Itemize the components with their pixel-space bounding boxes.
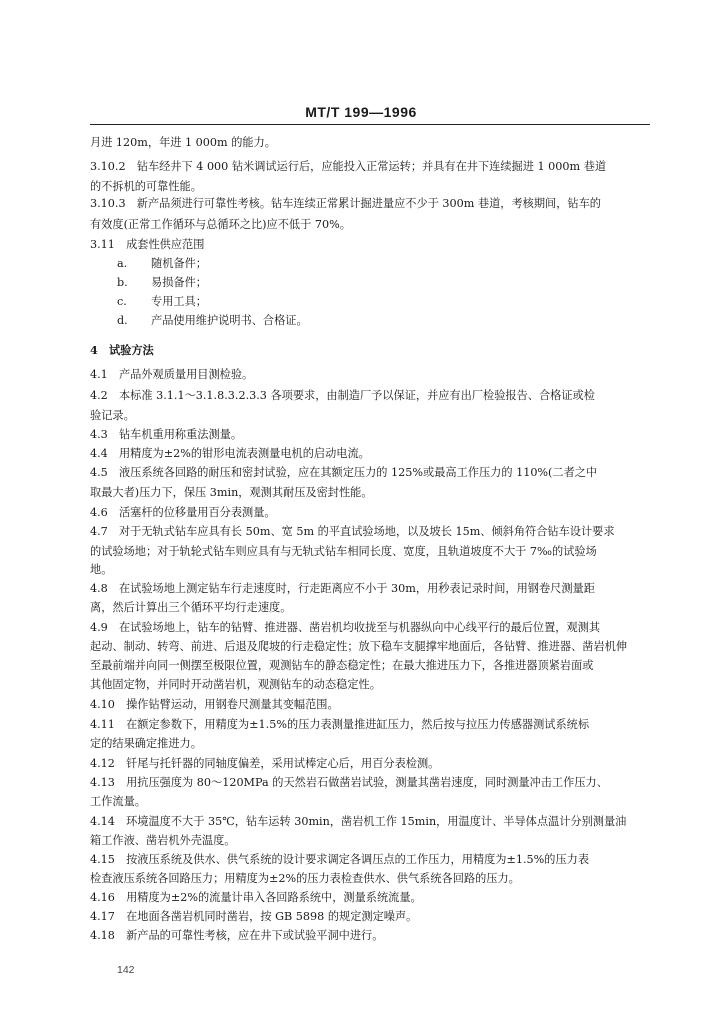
text-line: 取最大者)压力下，保压 3min，观测其耐压及密封性能。: [90, 486, 373, 499]
text-line: 检查液压系统各回路压力；用精度为±2%的压力表检查供水、供气系统各回路的压力。: [90, 872, 520, 885]
header-rule: [90, 124, 650, 125]
page-number: 142: [117, 964, 135, 976]
list-item-label: d.: [117, 314, 128, 327]
list-item: [117, 276, 679, 290]
text-line: 4.3 钻车机重用称重法测量。: [90, 428, 243, 441]
text-line: 4.6 活塞杆的位移量用百分表测量。: [90, 506, 276, 519]
text-line: 4.14 环境温度不大于 35℃，钻车运转 30min，凿岩机工作 15min，用温度计、半导体点温计分别测量油: [90, 815, 627, 828]
text-line: 4.13 用抗压强度为 80～120MPa 的天然岩石做凿岩试验，测量其凿岩速度，同时测量冲击工作压力、: [90, 776, 608, 789]
text-line: 验记录。: [90, 409, 135, 422]
text-line: 的试验场地；对于轨轮式钻车则应具有与无轨式钻车相同长度、宽度，且轨道坡度不大于 7‰的试验场: [90, 545, 597, 558]
text-line: 的不拆机的可靠性能。: [90, 180, 202, 193]
text-line: 4.8 在试验场地上测定钻车行走速度时，行走距离应不小于 30m，用秒表记录时间，用钢卷尺测量距: [90, 582, 595, 595]
text-line: 其他固定物，并同时开动凿岩机，观测钻车的动态稳定性。: [90, 678, 381, 691]
text-line: 离，然后计算出三个循环平均行走速度。: [90, 601, 292, 614]
section-title: 4 试验方法: [90, 343, 154, 357]
list-item-text: 专用工具；: [151, 295, 207, 308]
text-line: 4.9 在试验场地上，钻车的钻臂、推进器、凿岩机均收拢至与机器纵向中心线平行的最后位置，观测其: [90, 621, 601, 634]
text-line: 4.1 产品外观质量用目测检验。: [90, 368, 254, 381]
text-line: 4.2 本标准 3.1.1～3.1.8.3.2.3.3 各项要求，由制造厂予以保证，并应有出厂检验报告、合格证或检: [90, 389, 595, 402]
list-item-label: a.: [117, 257, 128, 270]
list-item-text: 易损备件；: [151, 276, 207, 289]
text-line: 4.10 操作钻臂运动，用钢卷尺测量其变幅范围。: [90, 698, 339, 711]
text-line: 4.7 对于无轨式钻车应具有长 50m、宽 5m 的平直试验场地，以及坡长 15m、倾斜角符合钻车设计要求: [90, 525, 615, 538]
text-line: 4.16 用精度为±2%的流量计串入各回路系统中，测量系统流量。: [90, 891, 422, 904]
text-line: 月进 120m，年进 1 000m 的能力。: [90, 136, 276, 149]
text-line: 4.12 钎尾与托钎器的同轴度偏差，采用试棒定心后，用百分表检测。: [90, 757, 440, 770]
text-line: 起动、制动、转弯、前进、后退及爬坡的行走稳定性；放下稳车支腿撑牢地面后，各钻臂、推进器、凿岩机伸: [90, 640, 628, 653]
text-line: 至最前端并向同一侧摆至极限位置，观测钻车的静态稳定性；在最大推进压力下，各推进器顶紧岩面或: [90, 659, 594, 672]
text-line: 4.15 按液压系统及供水、供气系统的设计要求调定各调压点的工作压力，用精度为±1.5%的压力表: [90, 853, 590, 866]
text-line: 4.17 在地面各凿岩机同时凿岩，按 GB 5898 的规定测定噪声。: [90, 910, 418, 923]
text-line: 有效度(正常工作循环与总循环之比)应不低于 70%。: [90, 218, 351, 231]
text-line: 工作流量。: [90, 795, 146, 808]
text-line: 3.10.3 新产品须进行可靠性考核。钻车连续正常累计掘进量应不少于 300m 巷道，考核期间，钻车的: [90, 197, 601, 210]
list-item-label: c.: [117, 295, 127, 308]
text-line: 3.11 成套性供应范围: [90, 238, 205, 251]
text-line: 箱工作液、凿岩机外壳温度。: [90, 834, 236, 847]
list-item-label: b.: [117, 276, 128, 289]
list-item: [117, 295, 679, 309]
text-line: 4.5 液压系统各回路的耐压和密封试验，应在其额定压力的 125%或最高工作压力的 110%(二者之中: [90, 466, 598, 479]
text-line: 4.18 新产品的可靠性考核，应在井下或试验平洞中进行。: [90, 929, 384, 942]
list-item: [117, 314, 679, 328]
list-item: [117, 257, 679, 271]
list-item-text: 随机备件；: [151, 257, 207, 270]
text-line: 4.4 用精度为±2%的钳形电流表测量电机的启动电流。: [90, 447, 370, 460]
text-line: 3.10.2 钻车经井下 4 000 钻米调试运行后，应能投入正常运转；并具有在井下连续掘进 1 000m 巷道: [90, 160, 607, 173]
list-item-text: 产品使用维护说明书、合格证。: [151, 314, 308, 327]
text-line: 4.11 在额定参数下，用精度为±1.5%的压力表测量推进缸压力，然后按与拉压力传感器测试系统标: [90, 718, 590, 731]
document-header: MT/T 199—1996: [305, 104, 417, 120]
text-line: 地。: [90, 563, 113, 576]
text-line: 定的结果确定推进力。: [90, 737, 202, 750]
